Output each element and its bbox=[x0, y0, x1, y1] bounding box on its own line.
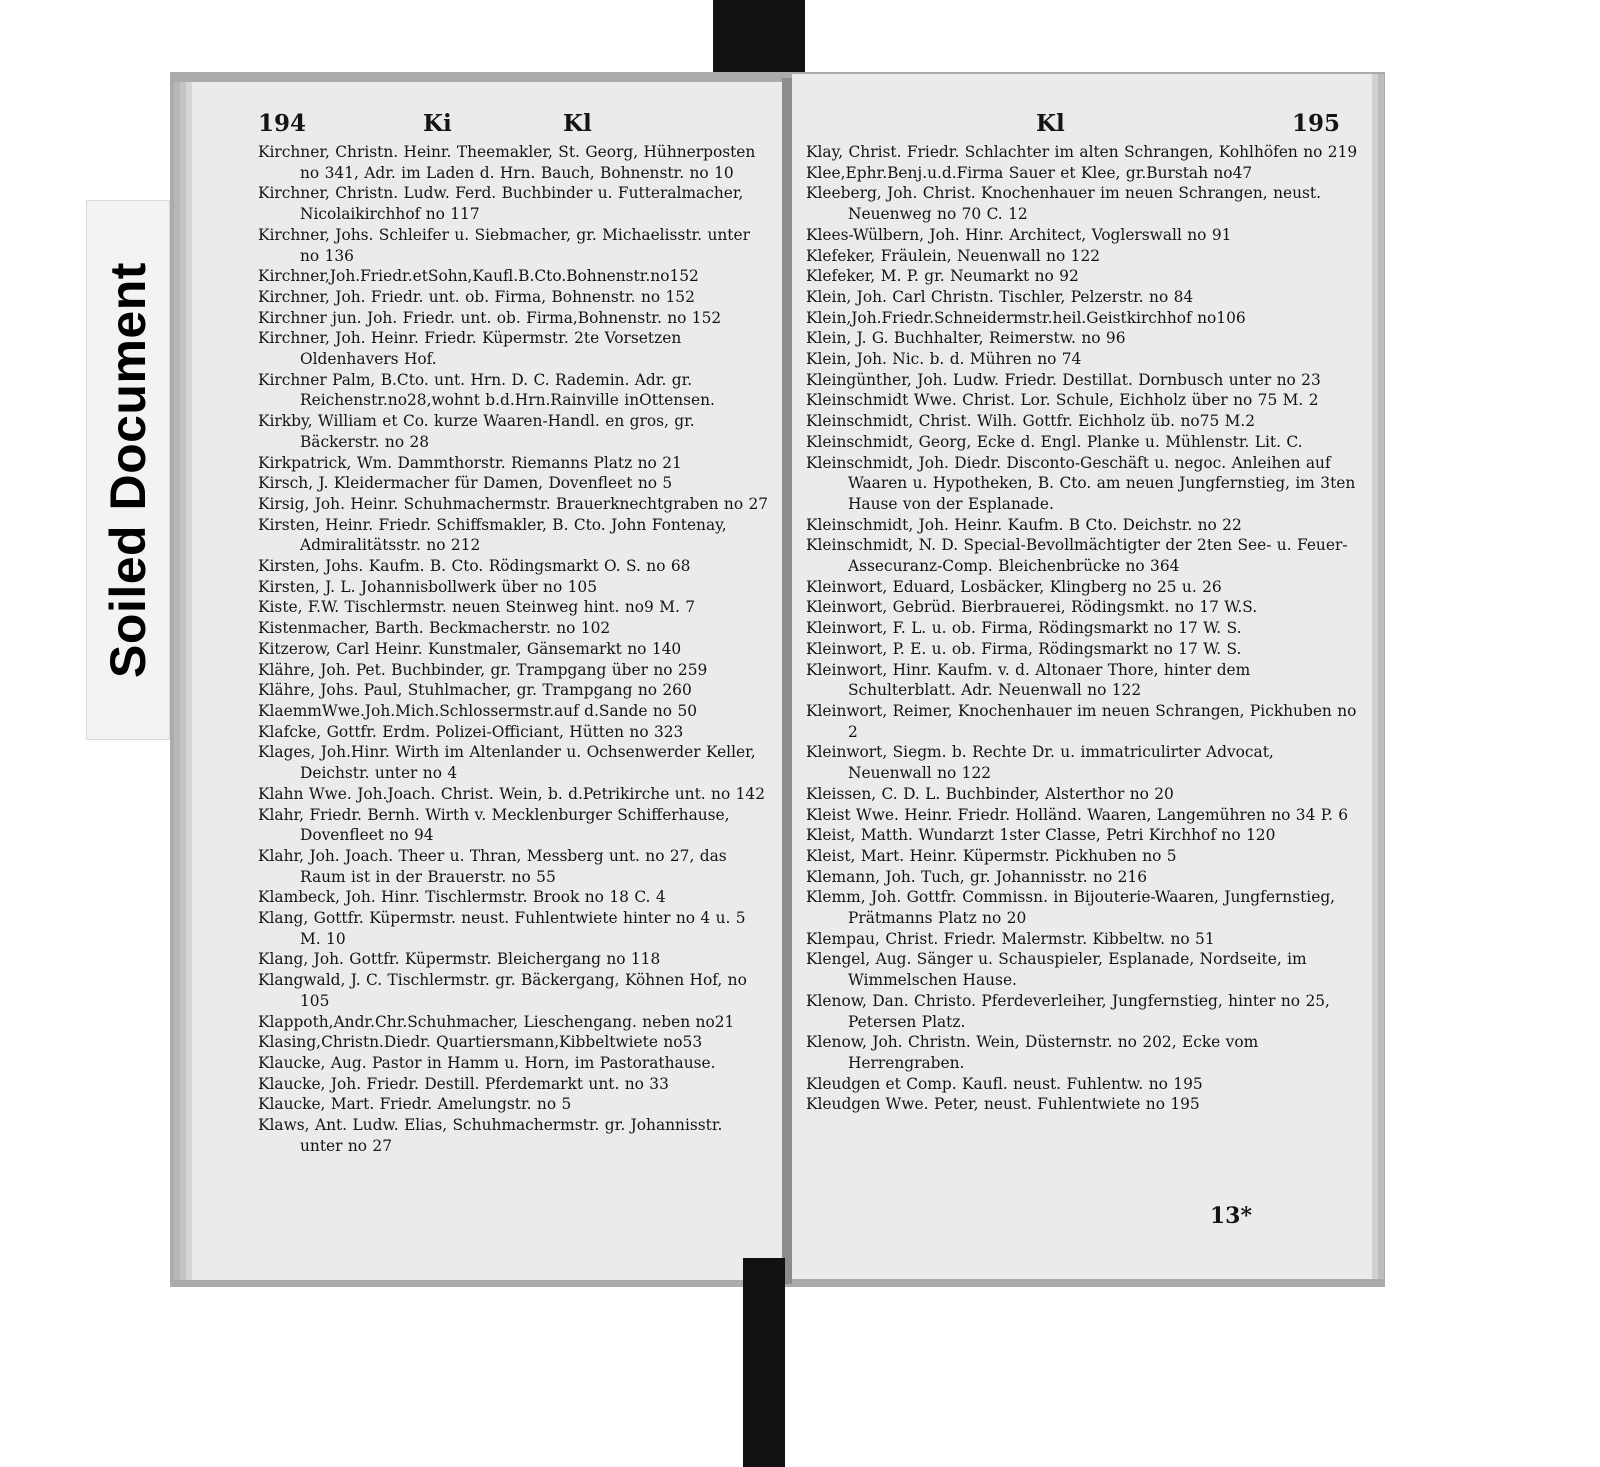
directory-entry: Kitzerow, Carl Heinr. Kunstmaler, Gänsemarkt no 140 bbox=[258, 639, 682, 658]
directory-entry: Klähre, Johs. Paul, Stuhlmacher, gr. Trampgang no 260 bbox=[258, 681, 692, 700]
directory-entry: Klang, Gottfr. Küpermstr. neust. Fuhlentwiete hinter no 4 u. 5 M. 10 bbox=[258, 909, 746, 948]
directory-entry: Klappoth,Andr.Chr.Schuhmacher, Lieschengang. neben no21 bbox=[258, 1012, 735, 1031]
left-entry-list bbox=[258, 142, 770, 1156]
directory-entry: Kleinschmidt, N. D. Special-Bevollmächtigter der 2ten See- u. Feuer-Assecuranz-Comp. Bleichenbrücke no 364 bbox=[806, 536, 1348, 576]
left-page-header bbox=[258, 110, 770, 144]
directory-entry: Klangwald, J. C. Tischlermstr. gr. Bäckergang, Köhnen Hof, no 105 bbox=[258, 971, 747, 1010]
directory-entry: Kleinschmidt, Christ. Wilh. Gottfr. Eichholz üb. no75 M.2 bbox=[806, 412, 1256, 431]
directory-entry: KlaemmWwe.Joh.Mich.Schlossermstr.auf d.Sande no 50 bbox=[258, 701, 698, 720]
directory-entry: Kleist, Mart. Heinr. Küpermstr. Pickhuben no 5 bbox=[806, 846, 1177, 865]
soiled-document-label: Soiled Document bbox=[100, 262, 156, 678]
directory-entry: Kiste, F.W. Tischlermstr. neuen Steinweg hint. no9 M. 7 bbox=[258, 598, 696, 617]
directory-entry: Klafcke, Gottfr. Erdm. Polizei-Officiant, Hütten no 323 bbox=[258, 722, 684, 741]
directory-entry: Kleinwort, Siegm. b. Rechte Dr. u. immatriculirter Advocat, Neuenwall no 122 bbox=[806, 743, 1274, 783]
directory-entry: Kirchner, Christn. Ludw. Ferd. Buchbinder u. Futteralmacher, Nicolaikirchhof no 117 bbox=[258, 184, 744, 224]
directory-entry: Kirkby, William et Co. kurze Waaren-Handl. en gros, gr. Bäckerstr. no 28 bbox=[258, 412, 695, 451]
directory-entry: Kirchner, Joh. Friedr. unt. ob. Firma, Bohnenstr. no 152 bbox=[258, 287, 695, 306]
directory-entry: Kleissen, C. D. L. Buchbinder, Alsterthor no 20 bbox=[806, 784, 1174, 803]
directory-entry: Klasing,Christn.Diedr. Quartiersmann,Kibbeltwiete no53 bbox=[258, 1033, 703, 1052]
right-page-number: 195 bbox=[1291, 110, 1340, 137]
directory-entry: Klaucke, Joh. Friedr. Destill. Pferdemarkt unt. no 33 bbox=[258, 1074, 669, 1093]
directory-entry: Klemm, Joh. Gottfr. Commissn. in Bijouterie-Waaren, Jungfernstieg, Prätmanns Platz no 20 bbox=[806, 888, 1336, 928]
directory-entry: Kleinwort, Reimer, Knochenhauer im neuen Schrangen, Pickhuben no 2 bbox=[806, 701, 1357, 741]
directory-entry: Klein,Joh.Friedr.Schneidermstr.heil.Geistkirchhof no106 bbox=[806, 308, 1246, 327]
left-header-key-1: Ki bbox=[423, 110, 452, 137]
directory-entry: Kirsch, J. Kleidermacher für Damen, Dovenfleet no 5 bbox=[258, 474, 673, 493]
directory-entry: Klay, Christ. Friedr. Schlachter im alten Schrangen, Kohlhöfen no 219 bbox=[806, 143, 1358, 161]
directory-entry: Kistenmacher, Barth. Beckmacherstr. no 102 bbox=[258, 619, 611, 638]
directory-entry: Klee,Ephr.Benj.u.d.Firma Sauer et Klee, gr.Burstah no47 bbox=[806, 163, 1253, 182]
book-gutter bbox=[782, 78, 792, 1284]
directory-entry: Klefeker, M. P. gr. Neumarkt no 92 bbox=[806, 267, 1079, 286]
right-page bbox=[792, 74, 1372, 1279]
directory-entry: Kleinschmidt, Joh. Heinr. Kaufm. B Cto. Deichstr. no 22 bbox=[806, 515, 1242, 534]
directory-entry: Kirchner, Johs. Schleifer u. Siebmacher, gr. Michaelisstr. unter no 136 bbox=[258, 225, 750, 265]
directory-entry: Kleinschmidt, Joh. Diedr. Disconto-Geschäft u. negoc. Anleihen auf Waaren u. Hypotheken, B. Cto. am neuen Jungfernstieg, im 3ten Hause von der Esplanade. bbox=[806, 453, 1356, 513]
directory-entry: Kirsig, Joh. Heinr. Schuhmachermstr. Brauerknechtgraben no 27 bbox=[258, 494, 769, 513]
directory-entry: Klaws, Ant. Ludw. Elias, Schuhmachermstr. gr. Johannisstr. unter no 27 bbox=[258, 1116, 723, 1155]
right-page-header bbox=[806, 110, 1358, 144]
directory-entry: Klein, J. G. Buchhalter, Reimerstw. no 96 bbox=[806, 329, 1126, 348]
directory-entry: Kirchner, Joh. Heinr. Friedr. Küpermstr. 2te Vorsetzen Oldenhavers Hof. bbox=[258, 329, 682, 369]
directory-entry: Kleeberg, Joh. Christ. Knochenhauer im neuen Schrangen, neust. Neuenweg no 70 C. 12 bbox=[806, 184, 1321, 224]
left-page bbox=[192, 82, 782, 1280]
directory-entry: Klahr, Joh. Joach. Theer u. Thran, Messberg unt. no 27, das Raum ist in der Brauerstr. no 55 bbox=[258, 846, 727, 886]
directory-entry: Klemann, Joh. Tuch, gr. Johannisstr. no 216 bbox=[806, 867, 1147, 886]
directory-entry: Klein, Joh. Nic. b. d. Mühren no 74 bbox=[806, 350, 1082, 369]
directory-entry: Kleingünther, Joh. Ludw. Friedr. Destillat. Dornbusch unter no 23 bbox=[806, 370, 1321, 389]
directory-entry: Kleinwort, F. L. u. ob. Firma, Rödingsmarkt no 17 W. S. bbox=[806, 619, 1242, 638]
directory-entry: Klahn Wwe. Joh.Joach. Christ. Wein, b. d.Petrikirche unt. no 142 bbox=[258, 784, 765, 803]
directory-entry: Kirchner,Joh.Friedr.etSohn,Kaufl.B.Cto.Bohnenstr.no152 bbox=[258, 267, 699, 286]
directory-entry: Klenow, Dan. Christo. Pferdeverleiher, Jungfernstieg, hinter no 25, Petersen Platz. bbox=[806, 991, 1330, 1031]
directory-entry: Kirchner Palm, B.Cto. unt. Hrn. D. C. Rademin. Adr. gr. Reichenstr.no28,wohnt b.d.Hrn.Rainville inOttensen. bbox=[258, 370, 715, 410]
directory-entry: Klaucke, Mart. Friedr. Amelungstr. no 5 bbox=[258, 1095, 572, 1114]
directory-entry: Kleinwort, Gebrüd. Bierbrauerei, Rödingsmkt. no 17 W.S. bbox=[806, 598, 1258, 617]
directory-entry: Kleist Wwe. Heinr. Friedr. Holländ. Waaren, Langemühren no 34 P. 6 bbox=[806, 805, 1349, 824]
directory-entry: Kleinwort, P. E. u. ob. Firma, Rödingsmarkt no 17 W. S. bbox=[806, 639, 1242, 658]
directory-entry: Kirsten, Heinr. Friedr. Schiffsmakler, B. Cto. John Fontenay, Admiralitätsstr. no 212 bbox=[258, 515, 727, 555]
left-page-number: 194 bbox=[258, 110, 307, 137]
right-header-key-1: Kl bbox=[1036, 110, 1065, 137]
directory-entry: Klees-Wülbern, Joh. Hinr. Architect, Voglerswall no 91 bbox=[806, 225, 1232, 244]
ribbon-bottom bbox=[743, 1258, 785, 1467]
directory-entry: Klang, Joh. Gottfr. Küpermstr. Bleichergang no 118 bbox=[258, 950, 661, 969]
directory-entry: Kirsten, Johs. Kaufm. B. Cto. Rödingsmarkt O. S. no 68 bbox=[258, 557, 691, 576]
directory-entry: Kleudgen et Comp. Kaufl. neust. Fuhlentw. no 195 bbox=[806, 1074, 1203, 1093]
directory-entry: Klähre, Joh. Pet. Buchbinder, gr. Trampgang über no 259 bbox=[258, 660, 708, 679]
directory-entry: Kleist, Matth. Wundarzt 1ster Classe, Petri Kirchhof no 120 bbox=[806, 826, 1276, 845]
directory-entry: Klempau, Christ. Friedr. Malermstr. Kibbeltw. no 51 bbox=[806, 929, 1215, 948]
right-entry-list bbox=[806, 142, 1358, 1115]
directory-entry: Kleinwort, Eduard, Losbäcker, Klingberg no 25 u. 26 bbox=[806, 577, 1222, 596]
directory-entry: Klengel, Aug. Sänger u. Schauspieler, Esplanade, Nordseite, im Wimmelschen Hause. bbox=[806, 950, 1307, 990]
directory-entry: Kleinschmidt Wwe. Christ. Lor. Schule, Eichholz über no 75 M. 2 bbox=[806, 391, 1319, 410]
directory-entry: Kleudgen Wwe. Peter, neust. Fuhlentwiete no 195 bbox=[806, 1095, 1200, 1114]
directory-entry: Klages, Joh.Hinr. Wirth im Altenlander u. Ochsenwerder Keller, Deichstr. unter no 4 bbox=[258, 743, 756, 783]
directory-entry: Kirsten, J. L. Johannisbollwerk über no 105 bbox=[258, 577, 597, 596]
directory-entry: Kirchner, Christn. Heinr. Theemakler, St. Georg, Hühnerposten no 341, Adr. im Laden d. Hrn. Bauch, Bohnenstr. no 10 bbox=[258, 143, 756, 182]
left-header-key-2: Kl bbox=[563, 110, 592, 137]
directory-entry: Klaucke, Aug. Pastor in Hamm u. Horn, im Pastorathause. bbox=[258, 1053, 716, 1072]
directory-entry: Klenow, Joh. Christn. Wein, Düsternstr. no 202, Ecke vom Herrengraben. bbox=[806, 1033, 1259, 1072]
directory-entry: Klahr, Friedr. Bernh. Wirth v. Mecklenburger Schifferhause, Dovenfleet no 94 bbox=[258, 805, 730, 845]
directory-entry: Klefeker, Fräulein, Neuenwall no 122 bbox=[806, 246, 1101, 265]
directory-entry: Kleinschmidt, Georg, Ecke d. Engl. Planke u. Mühlenstr. Lit. C. bbox=[806, 432, 1303, 451]
directory-entry: Kleinwort, Hinr. Kaufm. v. d. Altonaer Thore, hinter dem Schulterblatt. Adr. Neuenwall no 122 bbox=[806, 660, 1251, 700]
directory-entry: Kirchner jun. Joh. Friedr. unt. ob. Firma,Bohnenstr. no 152 bbox=[258, 308, 722, 327]
signature-mark: 13* bbox=[1209, 1203, 1252, 1229]
directory-entry: Kirkpatrick, Wm. Dammthorstr. Riemanns Platz no 21 bbox=[258, 453, 682, 472]
directory-entry: Klein, Joh. Carl Christn. Tischler, Pelzerstr. no 84 bbox=[806, 287, 1194, 306]
directory-entry: Klambeck, Joh. Hinr. Tischlermstr. Brook no 18 C. 4 bbox=[258, 888, 666, 907]
